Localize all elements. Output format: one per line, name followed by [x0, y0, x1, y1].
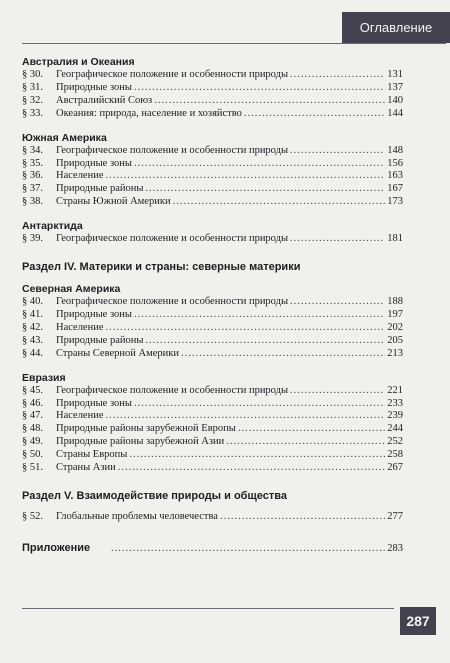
- page-number-tab: [400, 607, 436, 635]
- entry-title: Природные зоны: [56, 157, 132, 169]
- dot-leader: [226, 436, 385, 449]
- entry-page: 277: [387, 510, 403, 522]
- entry-number: § 30.: [22, 69, 43, 80]
- entry-number: § 32.: [22, 94, 43, 106]
- toc-entry[interactable]: [22, 436, 403, 449]
- entry-page: 144: [387, 107, 403, 119]
- toc-entry[interactable]: [22, 158, 403, 171]
- entry-page: 181: [387, 233, 403, 245]
- toc-entry[interactable]: [22, 449, 403, 462]
- toc-entry[interactable]: [22, 233, 403, 246]
- dot-leader: [244, 108, 385, 121]
- toc-entry[interactable]: [22, 95, 403, 108]
- entry-number: § 33.: [22, 107, 43, 119]
- entry-page: 148: [387, 144, 403, 156]
- entry-number: § 49.: [22, 436, 43, 448]
- toc-entry[interactable]: [22, 183, 403, 196]
- entry-number: § 38.: [22, 196, 43, 208]
- entry-title: Географическое положение и особенности природы: [56, 144, 289, 156]
- entry-title: Страны Северной Америки: [56, 347, 179, 359]
- toc-entry[interactable]: [22, 423, 403, 436]
- chapter-header-tab: [342, 12, 450, 43]
- group-title: Антарктида: [22, 220, 83, 233]
- toc-entry[interactable]: [22, 145, 403, 158]
- group-title: Южная Америка: [22, 131, 107, 144]
- entry-title: Страны Азии: [56, 462, 116, 474]
- entry-number: § 36.: [22, 170, 43, 182]
- dot-leader: [238, 423, 385, 436]
- dot-leader: [134, 398, 385, 411]
- toc-entry[interactable]: [22, 462, 403, 475]
- entry-title: Географическое положение и особенности природы: [56, 296, 289, 308]
- entry-number: § 47.: [22, 410, 43, 422]
- entry-page: 239: [387, 410, 403, 422]
- entry-page: 140: [387, 94, 403, 106]
- entry-title: Население: [56, 321, 104, 333]
- entry-title: Географическое положение и особенности природы: [56, 69, 289, 80]
- entry-number: § 43.: [22, 334, 43, 346]
- entry-page: 131: [387, 69, 403, 80]
- entry-page: 244: [387, 423, 403, 435]
- table-of-contents: [22, 55, 403, 555]
- entry-page: 188: [387, 296, 403, 308]
- toc-entry[interactable]: [22, 309, 403, 322]
- entry-title: Австралийский Союз: [56, 94, 153, 106]
- entry-page: 258: [387, 449, 403, 461]
- dot-leader: [118, 462, 385, 475]
- toc-entry[interactable]: [22, 322, 403, 335]
- entry-title: Страны Южной Америки: [56, 196, 171, 208]
- entry-page: 167: [387, 183, 403, 195]
- dot-leader: [290, 69, 385, 82]
- entry-number: § 39.: [22, 233, 43, 245]
- section-4-title: Раздел IV. Материки и страны: северные материки: [22, 261, 301, 274]
- entry-page: 163: [387, 170, 403, 182]
- group-title: Евразия: [22, 371, 66, 384]
- entry-page: 197: [387, 308, 403, 320]
- entry-title: Природные районы зарубежной Европы: [56, 423, 236, 435]
- entry-title: Население: [56, 170, 104, 182]
- dot-leader: [290, 233, 385, 246]
- entry-number: § 37.: [22, 183, 43, 195]
- entry-number: § 35.: [22, 157, 43, 169]
- toc-entry[interactable]: [22, 398, 403, 411]
- dot-leader: [134, 309, 385, 322]
- toc-group-south-america: [22, 131, 403, 210]
- entry-page: 221: [387, 384, 403, 396]
- entry-number: § 51.: [22, 462, 43, 474]
- dot-leader: [134, 158, 385, 171]
- dot-leader: [145, 183, 385, 196]
- entry-title: Природные зоны: [56, 81, 132, 93]
- toc-entry[interactable]: [22, 348, 403, 361]
- entry-page: 156: [387, 157, 403, 169]
- toc-entry[interactable]: [22, 170, 403, 183]
- footer-rule: [22, 608, 394, 609]
- toc-entry[interactable]: [22, 108, 403, 121]
- toc-entry[interactable]: [22, 410, 403, 423]
- dot-leader: [290, 145, 385, 158]
- page-number: 287: [406, 613, 430, 629]
- toc-entry[interactable]: [22, 196, 403, 209]
- entry-page: 173: [387, 196, 403, 208]
- entry-number: § 52.: [22, 510, 43, 522]
- entry-page: 137: [387, 81, 403, 93]
- entry-page: 267: [387, 462, 403, 474]
- group-title: Северная Америка: [22, 283, 121, 296]
- entry-title: Природные районы: [56, 334, 144, 346]
- dot-leader: [154, 95, 385, 108]
- dot-leader: [145, 335, 385, 348]
- entry-page: 205: [387, 334, 403, 346]
- entry-number: § 42.: [22, 321, 43, 333]
- entry-number: § 34.: [22, 144, 43, 156]
- entry-number: § 44.: [22, 347, 43, 359]
- dot-leader: [106, 322, 386, 335]
- dot-leader: [181, 348, 385, 361]
- entry-title: Страны Европы: [56, 449, 128, 461]
- toc-entry[interactable]: [22, 385, 403, 398]
- header-title: Оглавление: [359, 20, 433, 35]
- entry-number: § 50.: [22, 449, 43, 461]
- entry-page: 252: [387, 436, 403, 448]
- entry-title: Океания: природа, население и хозяйство: [56, 107, 242, 119]
- entry-number: § 40.: [22, 296, 43, 308]
- entry-title: Природные зоны: [56, 308, 132, 320]
- header-rule: [22, 43, 446, 44]
- entry-page: 202: [387, 321, 403, 333]
- entry-title: Природные районы: [56, 183, 144, 195]
- dot-leader: [106, 170, 386, 183]
- appendix-page: 283: [387, 542, 403, 554]
- entry-number: § 46.: [22, 397, 43, 409]
- toc-group-australia: [22, 55, 403, 121]
- entry-title: Природные районы зарубежной Азии: [56, 436, 225, 448]
- entry-title: Географическое положение и особенности природы: [56, 233, 289, 245]
- entry-number: § 31.: [22, 81, 43, 93]
- dot-leader: [220, 511, 385, 524]
- dot-leader: [129, 449, 385, 462]
- toc-group-antarctica: [22, 219, 403, 246]
- toc-entry[interactable]: [22, 69, 403, 82]
- section-5-title: Раздел V. Взаимодействие природы и общества: [22, 489, 287, 502]
- entry-number: § 41.: [22, 308, 43, 320]
- dot-leader: [111, 542, 385, 555]
- dot-leader: [106, 410, 386, 423]
- toc-entry[interactable]: [22, 296, 403, 309]
- group-title: Австралия и Океания: [22, 56, 135, 68]
- dot-leader: [173, 196, 386, 209]
- entry-title: Географическое положение и особенности природы: [56, 384, 289, 396]
- dot-leader: [290, 385, 385, 398]
- entry-page: 233: [387, 397, 403, 409]
- toc-entry[interactable]: [22, 511, 403, 524]
- entry-title: Природные зоны: [56, 397, 132, 409]
- toc-entry[interactable]: [22, 82, 403, 95]
- toc-group-eurasia: [22, 371, 403, 475]
- appendix-entry[interactable]: [22, 542, 403, 555]
- entry-title: Население: [56, 410, 104, 422]
- entry-page: 213: [387, 347, 403, 359]
- entry-number: § 48.: [22, 423, 43, 435]
- appendix-title: Приложение: [22, 541, 91, 554]
- dot-leader: [290, 296, 385, 309]
- toc-entry[interactable]: [22, 335, 403, 348]
- toc-group-north-america: [22, 282, 403, 361]
- dot-leader: [134, 82, 385, 95]
- entry-number: § 45.: [22, 384, 43, 396]
- entry-title: Глобальные проблемы человечества: [56, 510, 218, 522]
